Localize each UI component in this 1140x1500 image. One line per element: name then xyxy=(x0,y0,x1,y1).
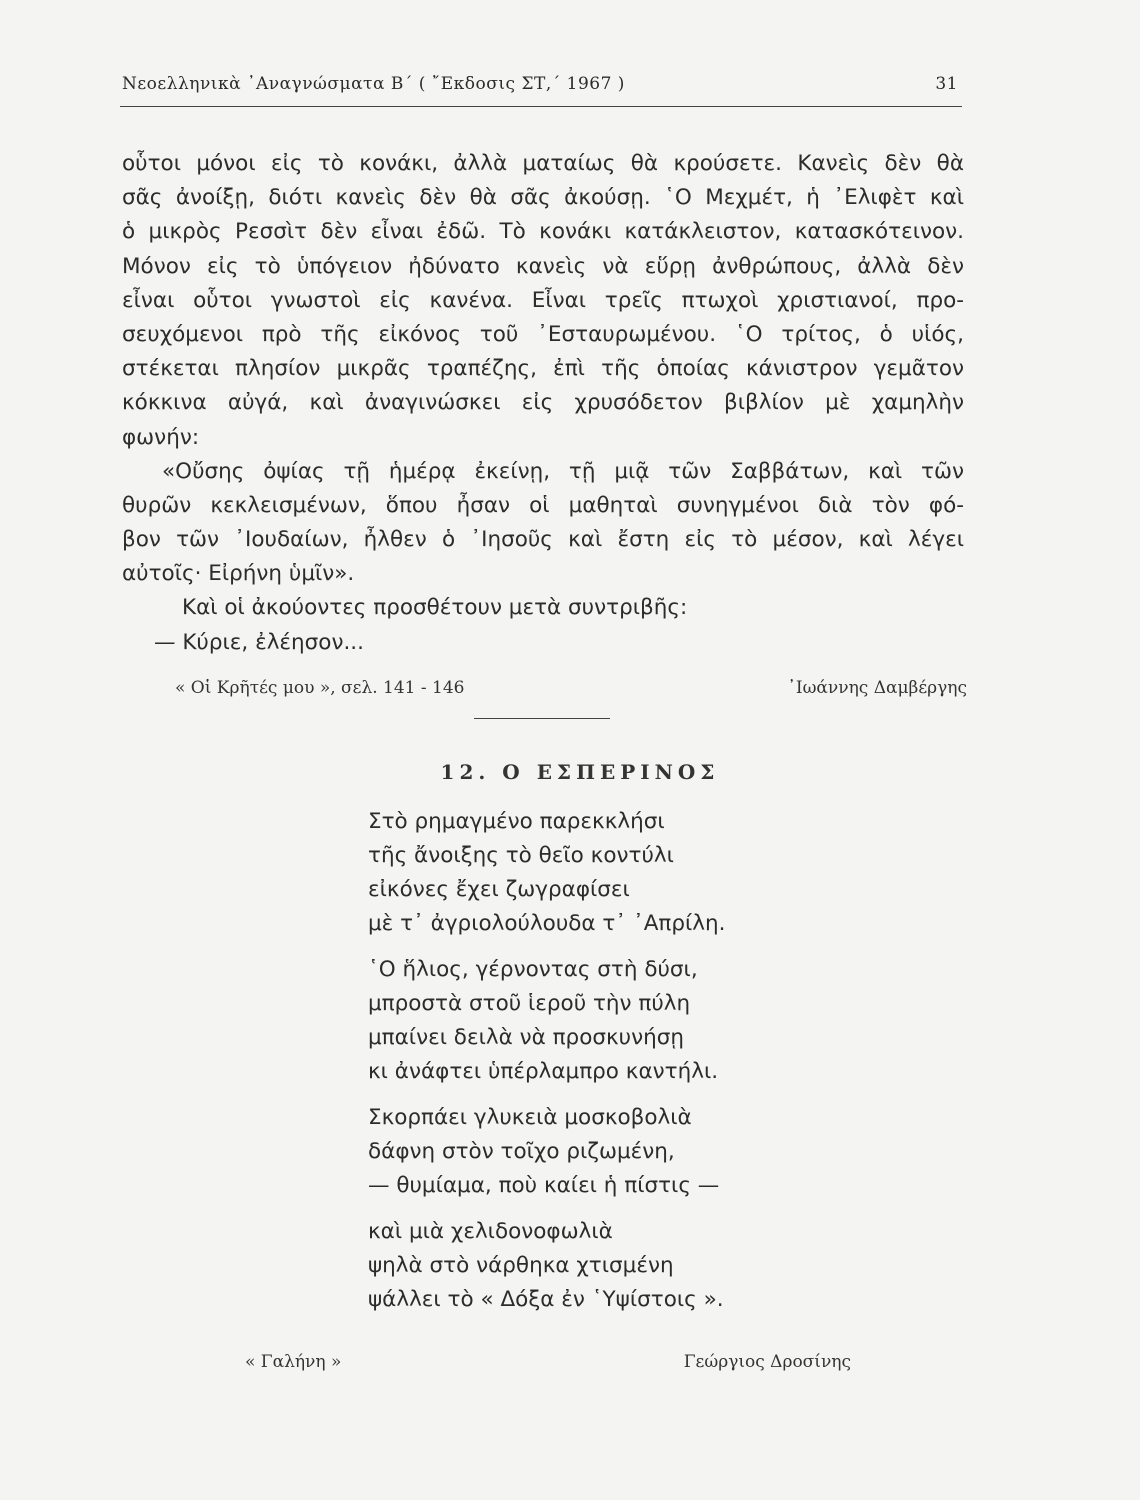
poem-stanza xyxy=(368,1215,868,1317)
quote-line: «Οὔσης ὀψίας τῇ ἡμέρᾳ ἐκείνῃ, τῇ μιᾷ τῶν Σαββάτων, καὶ τῶν xyxy=(162,458,964,484)
page-number: 31 xyxy=(935,74,958,94)
verse-line: Σκορπάει γλυκειὰ μοσκοβολιὰ xyxy=(368,1105,692,1130)
verse-line: ῾Ο ἥλιος, γέρνοντας στὴ δύσι, xyxy=(368,957,698,982)
verse-line: εἰκόνες ἔχει ζωγραφίσει xyxy=(368,877,630,902)
poem-stanza xyxy=(368,1101,868,1203)
prose-line: κόκκινα αὐγά, καὶ ἀναγινώσκει εἰς χρυσόδετον βιβλίον μὲ χαμηλὴν xyxy=(122,390,964,416)
verse-line: μπαίνει δειλὰ νὰ προσκυνήσῃ xyxy=(368,1025,684,1050)
quote-line: αὐτοῖς· Εἰρήνη ὑμῖν». xyxy=(122,561,355,587)
prose-line: οὗτοι μόνοι εἰς τὸ κονάκι, ἀλλὰ ματαίως θὰ κρούσετε. Κανεὶς δὲν θὰ xyxy=(122,151,964,176)
poem-source-author: Γεώργιος Δροσίνης xyxy=(683,1352,851,1372)
section-divider xyxy=(474,718,610,719)
verse-line: μὲ τ᾿ ἀγριολούλουδα τ᾿ ᾿Απρίλη. xyxy=(368,911,726,936)
prose-line: σᾶς ἀνοίξῃ, διότι κανεὶς δὲν θὰ σᾶς ἀκούσῃ. ῾Ο Μεχμέτ, ἡ ᾿Ελιφὲτ καὶ xyxy=(122,185,964,211)
quote-line: βον τῶν ᾿Ιουδαίων, ἦλθεν ὁ ᾿Ιησοῦς καὶ ἔστη εἰς τὸ μέσον, καὶ λέγει xyxy=(122,527,964,553)
prose-body xyxy=(122,147,964,660)
poem-source xyxy=(245,1352,851,1380)
quote-line: θυρῶν κεκλεισμένων, ὅπου ἦσαν οἱ μαθηταὶ συνηγμένοι διὰ τὸν φό- xyxy=(122,492,964,518)
source-work: « Οἱ Κρῆτές μου », σελ. 141 - 146 xyxy=(175,678,465,698)
source-author: ᾿Ιωάννης Δαμβέργης xyxy=(787,678,967,698)
verse-line: Στὸ ρημαγμένο παρεκκλήσι xyxy=(368,809,665,834)
verse-line: μπροστὰ στοῦ ἱεροῦ τὴν πύλη xyxy=(368,991,691,1016)
verse-line: κι ἀνάφτει ὑπέρλαμπρο καντήλι. xyxy=(368,1059,719,1084)
prose-line: ὁ μικρὸς Ρεσσὶτ δὲν εἶναι ἐδῶ. Τὸ κονάκι κατάκλειστον, κατασκότεινον. xyxy=(122,219,964,245)
verse-line: καὶ μιὰ χελιδονοφωλιὰ xyxy=(368,1219,613,1244)
verse-line: τῆς ἄνοιξης τὸ θεῖο κοντύλι xyxy=(368,843,674,868)
prose-line: Καὶ οἱ ἀκούοντες προσθέτουν μετὰ συντριβῆς: xyxy=(182,595,688,621)
poem-source-work: « Γαλήνη » xyxy=(245,1352,342,1372)
verse-line: ψηλὰ στὸ νάρθηκα χτισμένη xyxy=(368,1253,674,1278)
running-head xyxy=(120,72,962,107)
prose-line: στέκεται πλησίον μικρᾶς τραπέζης, ἐπὶ τῆς ὁποίας κάνιστρον γεμᾶτον xyxy=(122,356,964,382)
poem-stanza xyxy=(368,805,868,941)
prose-line: σευχόμενοι πρὸ τῆς εἰκόνος τοῦ ᾿Εσταυρωμένου. ῾Ο τρίτος, ὁ υἱός, xyxy=(122,321,964,347)
prose-line: φωνήν: xyxy=(122,424,200,450)
verse-line: δάφνη στὸν τοῖχο ριζωμένη, xyxy=(368,1139,675,1164)
prose-line: εἶναι οὗτοι γνωστοὶ εἰς κανένα. Εἶναι τρεῖς πτωχοὶ χριστιανοί, προ- xyxy=(122,287,964,313)
poem-stanza xyxy=(368,953,868,1089)
prose-line: Μόνον εἰς τὸ ὑπόγειον ἠδύνατο κανεὶς νὰ εὕρῃ ἀνθρώπους, ἀλλὰ δὲν xyxy=(122,253,964,279)
prose-source xyxy=(175,678,975,706)
verse-line: — θυμίαμα, ποὺ καίει ἡ πίστις — xyxy=(368,1173,720,1198)
poem-heading: 12. Ο ΕΣΠΕΡΙΝΟΣ xyxy=(440,760,720,784)
poem-body xyxy=(368,805,868,1329)
running-head-title: Νεοελληνικὰ ᾿Αναγνώσματα Β΄ ( ῎Εκδοσις ΣΤ,΄ 1967 ) xyxy=(122,74,625,94)
verse-line: ψάλλει τὸ « Δόξα ἐν ῾Υψίστοις ». xyxy=(368,1287,724,1312)
prose-line: — Κύριε, ἐλέησον... xyxy=(154,629,364,655)
